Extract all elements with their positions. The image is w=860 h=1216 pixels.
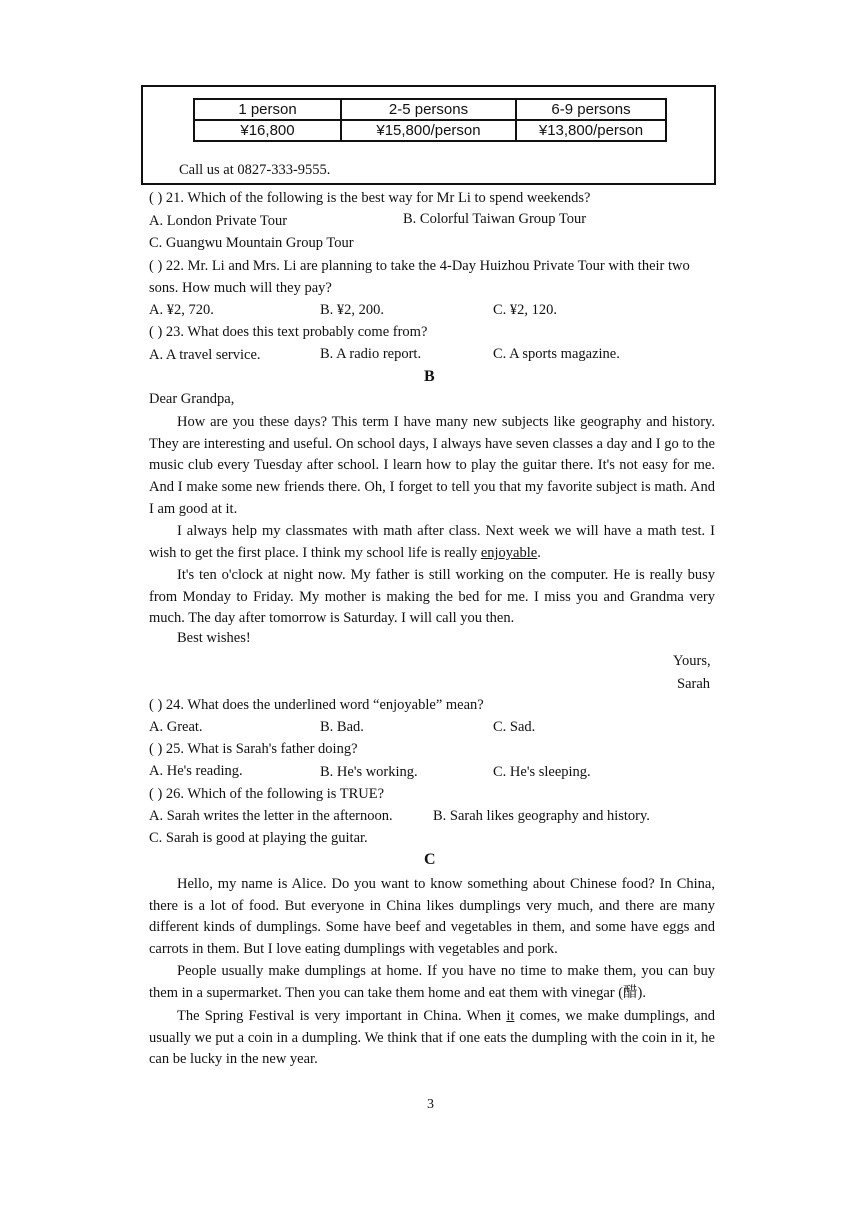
price-table (193, 98, 667, 142)
q22-option-a: A. ¥2, 720. (149, 302, 214, 318)
price-1-person: ¥16,800 (194, 120, 341, 141)
price-6-9-persons: ¥13,800/person (516, 120, 666, 141)
q26-option-b: B. Sarah likes geography and history. (433, 808, 650, 824)
passage-c-paragraph-1 (149, 874, 715, 961)
price-table-header-row (194, 99, 666, 120)
q25-option-a: A. He's reading. (149, 763, 243, 779)
section-b-heading: B (424, 368, 435, 385)
q23-option-b: B. A radio report. (320, 346, 422, 362)
q25-stem: ( ) 25. What is Sarah's father doing? (149, 741, 358, 757)
passage-c-paragraph-2 (149, 961, 715, 1004)
passage-c-paragraph-3-rest: comes, we make dumplings, and usually we put a coin in a dumpling. We think that if one eats the dumpling with the coin in it, he can be lucky in the new year. (149, 1008, 716, 1068)
letter-salutation: Dear Grandpa, (149, 391, 235, 407)
q26-option-a: A. Sarah writes the letter in the afternoon. (149, 808, 393, 824)
letter-sign-off: Yours, (673, 653, 711, 669)
letter-paragraph-2-text: I always help my classmates with math after class. Next week we will have a math test. I wish to get the first place. I think my school life is really (149, 523, 715, 561)
passage-c-paragraph-1-text: Hello, my name is Alice. Do you want to know something about Chinese food? In China, there is a lot of food. But everyone in China likes dumplings very much, and there are many different kinds of dumplings. Some have beef and vegetables in them, and some have eggs and carrots in them. But I love eating dumplings with vegetables and pork. (149, 876, 715, 958)
price-table-price-row (194, 120, 666, 141)
q26-option-c: C. Sarah is good at playing the guitar. (149, 830, 368, 846)
table-header-6-9-persons: 6-9 persons (516, 99, 666, 120)
q23-option-c: C. A sports magazine. (493, 346, 620, 362)
q23-stem: ( ) 23. What does this text probably come from? (149, 324, 428, 340)
letter-closing: Best wishes! (177, 630, 251, 646)
q22-option-c: C. ¥2, 120. (493, 302, 558, 318)
table-header-2-5-persons: 2-5 persons (341, 99, 516, 120)
table-header-1-person: 1 person (194, 99, 341, 120)
q21-option-b: B. Colorful Taiwan Group Tour (403, 211, 587, 227)
q24-stem: ( ) 24. What does the underlined word “enjoyable” mean? (149, 697, 484, 713)
passage-c-paragraph-3-text: The Spring Festival is very important in China. When (177, 1008, 507, 1024)
q25-option-b: B. He's working. (320, 764, 418, 780)
page-number: 3 (427, 1097, 434, 1112)
letter-signature: Sarah (677, 676, 711, 692)
underlined-word-it: it (506, 1008, 515, 1024)
letter-paragraph-2 (149, 521, 715, 564)
q24-option-c: C. Sad. (493, 719, 536, 735)
q23-option-a: A. A travel service. (149, 347, 261, 363)
letter-paragraph-1 (149, 412, 715, 521)
ad-contact: Call us at 0827-333-9555. (179, 162, 331, 178)
q21-option-a: A. London Private Tour (149, 213, 288, 229)
q22-stem-line1: ( ) 22. Mr. Li and Mrs. Li are planning to take the 4-Day Huizhou Private Tour with their two (149, 258, 690, 274)
q22-stem-line2: sons. How much will they pay? (149, 280, 332, 296)
price-2-5-persons: ¥15,800/person (341, 120, 516, 141)
letter-paragraph-2-end: . (537, 544, 541, 561)
q24-option-a: A. Great. (149, 719, 203, 735)
underlined-word-enjoyable: enjoyable (480, 544, 538, 561)
q24-option-b: B. Bad. (320, 719, 364, 735)
passage-c-paragraph-2-text: People usually make dumplings at home. If you have no time to make them, you can buy them in a supermarket. Then you can take them home and eat them with vinegar (醋). (149, 963, 715, 1001)
letter-paragraph-3-text: It's ten o'clock at night now. My father is still working on the computer. He is really busy from Monday to Friday. My mother is making the bed for me. I miss you and Grandma very much. The day after tomorrow is Saturday. I will call you then. (149, 567, 715, 627)
letter-paragraph-1-text: How are you these days? This term I have many new subjects like geography and history. They are interesting and useful. On school days, I always have seven classes a day and I go to the music club every Tuesday after school. I learn how to play the guitar there. It's not easy for me. And I make some new friends there. Oh, I forget to tell you that my favorite subject is math. And I am good at it. (149, 414, 715, 517)
q21-stem: ( ) 21. Which of the following is the best way for Mr Li to spend weekends? (149, 190, 591, 206)
q22-option-b: B. ¥2, 200. (320, 302, 385, 318)
letter-paragraph-3 (149, 565, 715, 630)
q26-stem: ( ) 26. Which of the following is TRUE? (149, 786, 385, 802)
q21-option-c: C. Guangwu Mountain Group Tour (149, 235, 354, 251)
passage-c-paragraph-3 (149, 1006, 715, 1071)
section-c-heading: C (424, 851, 436, 868)
q25-option-c: C. He's sleeping. (493, 764, 591, 780)
